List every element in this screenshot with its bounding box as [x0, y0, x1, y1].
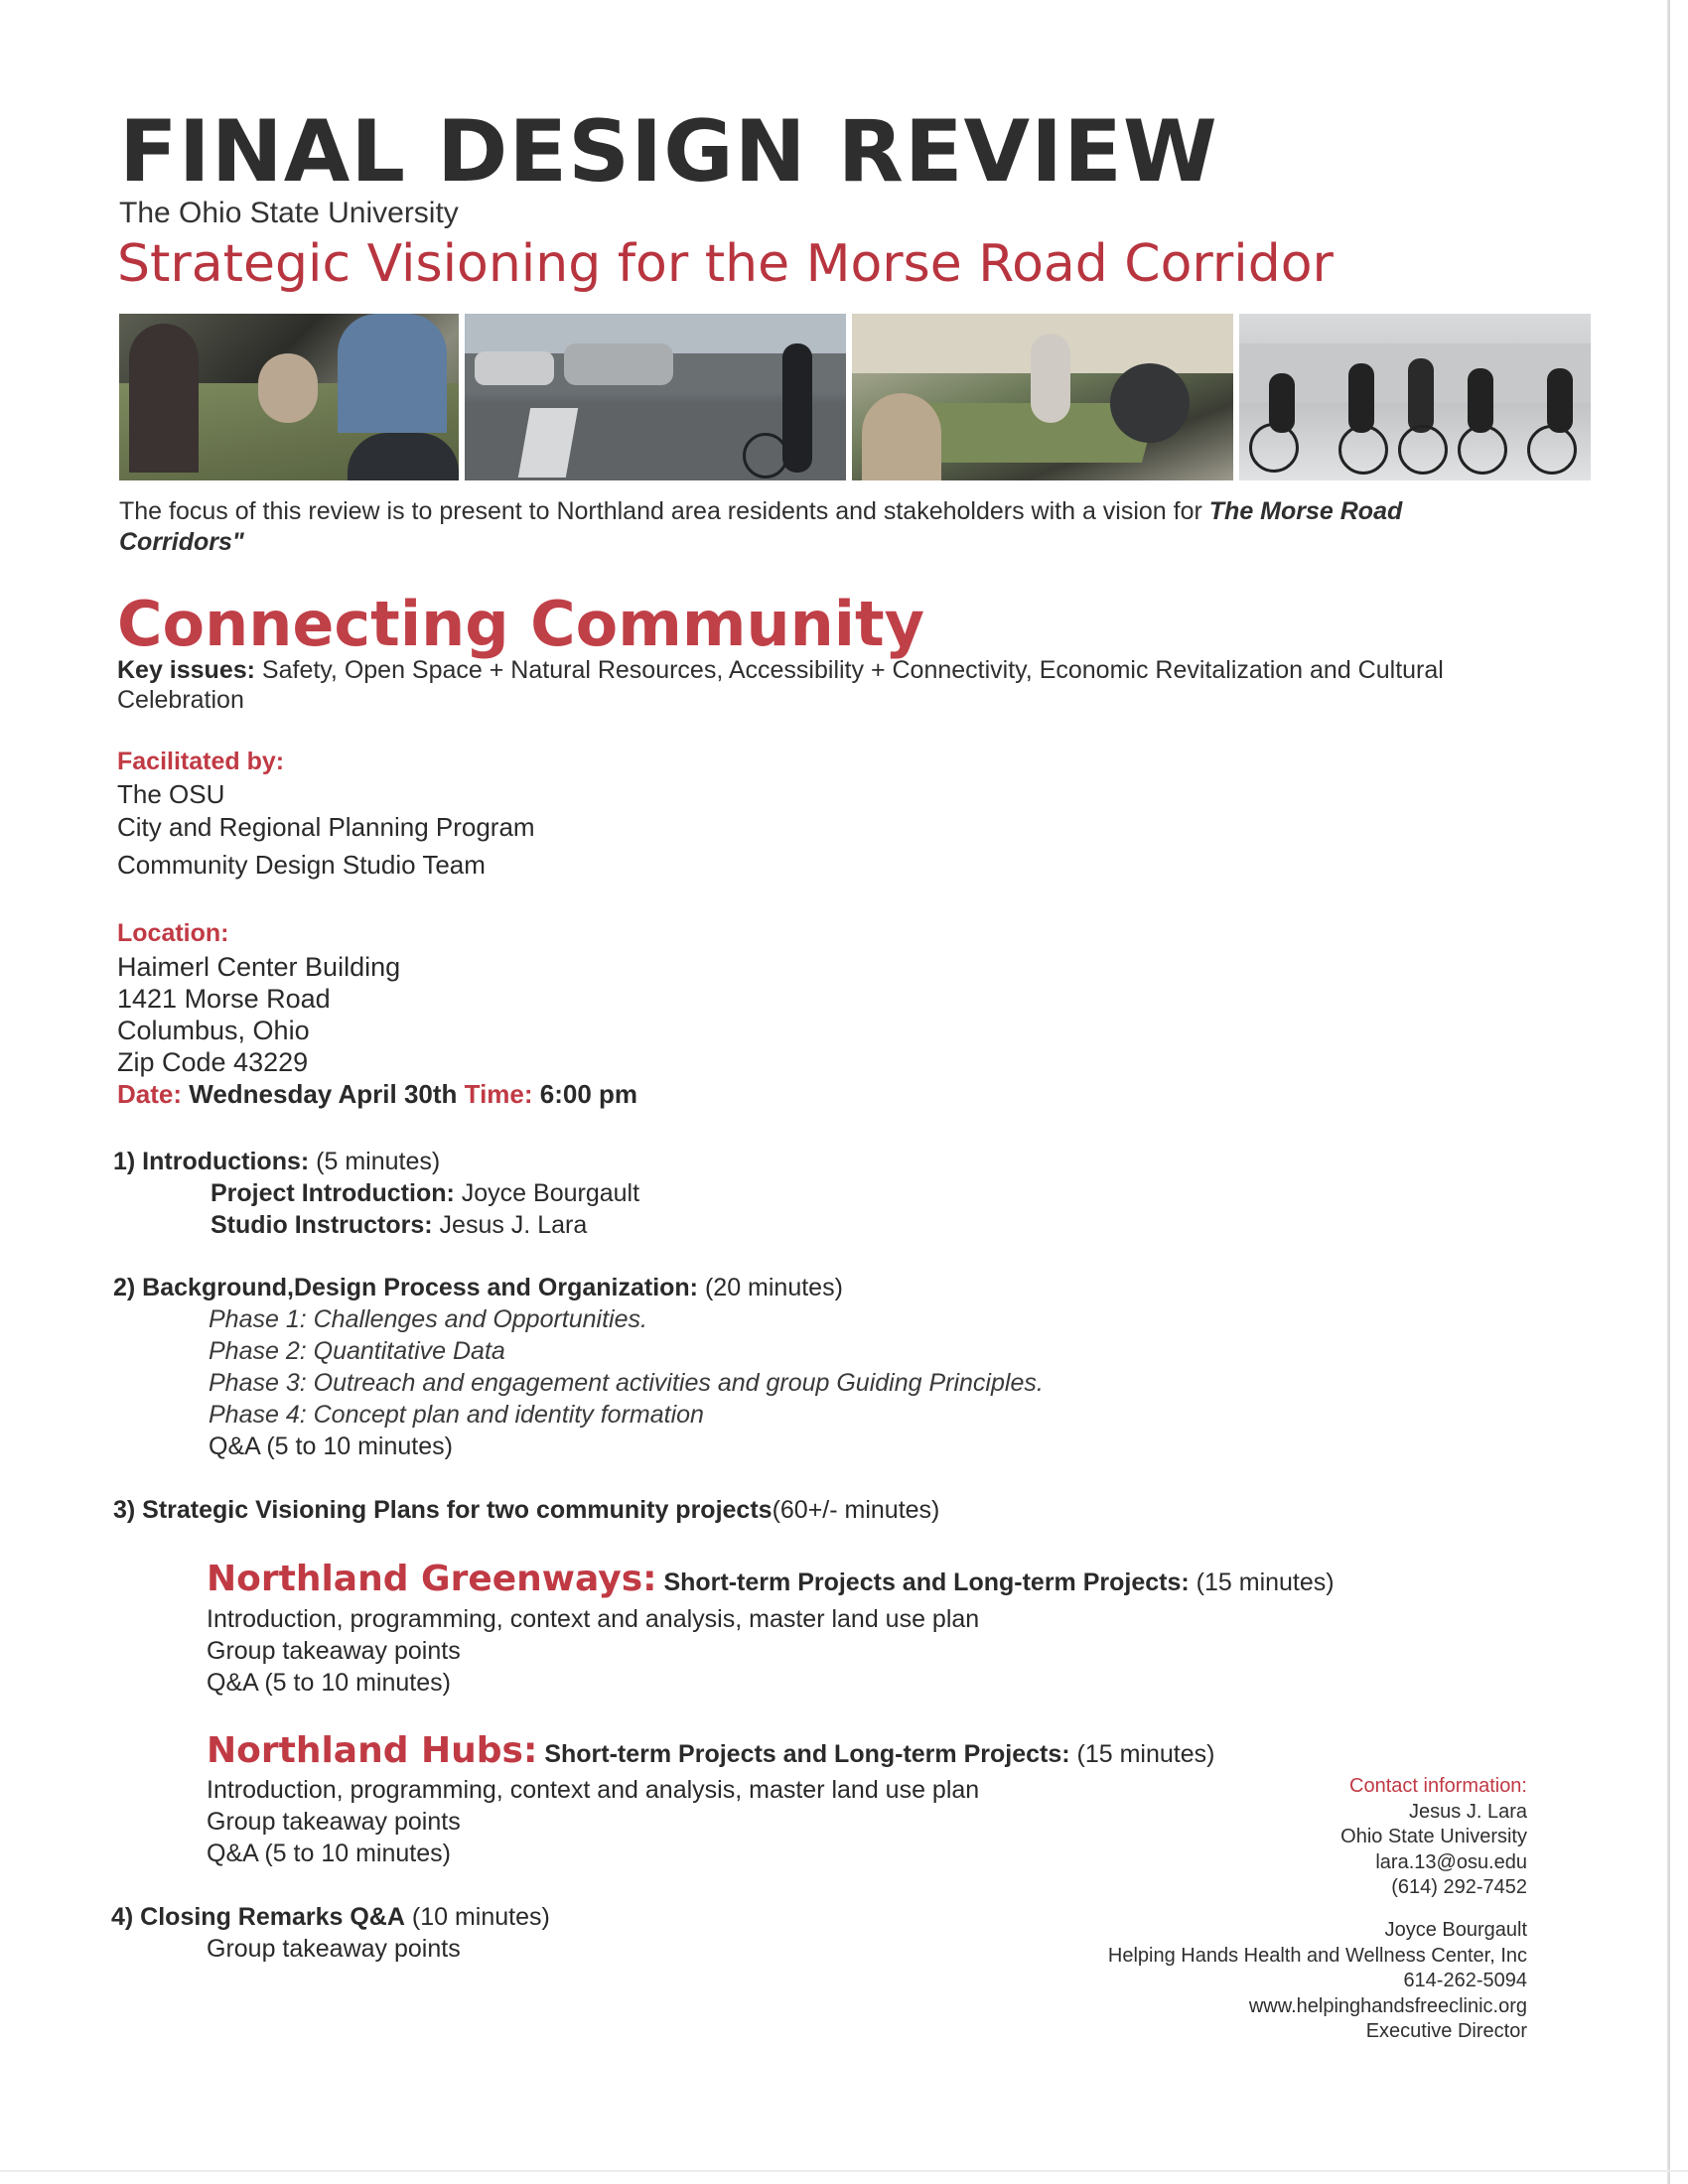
contact-line: Executive Director: [1365, 2020, 1527, 2042]
hubs-subheading: Short-term Projects and Long-term Projects:: [537, 1740, 1070, 1768]
closing-line: Group takeaway points: [207, 1935, 461, 1963]
contact-block-1: [1340, 1774, 1527, 1901]
agenda-item-duration: (10 minutes): [404, 1903, 550, 1931]
studio-workshop-photo: [119, 314, 459, 480]
contact-phone: (614) 292-7452: [1391, 1876, 1527, 1898]
university-name: The Ohio State University: [119, 197, 459, 229]
agenda-subitem: [211, 1211, 587, 1240]
hubs-line: Introduction, programming, context and analysis, master land use plan: [207, 1776, 980, 1804]
time-label: Time:: [464, 1079, 533, 1109]
agenda-item-2: [113, 1274, 843, 1302]
page-edge-shadow: [1667, 0, 1670, 2184]
key-issues-text: Safety, Open Space + Natural Resources, Accessibility + Connectivity, Economic Revitalization and Cultural Celebration: [117, 656, 1444, 714]
street-crosswalk-photo: [465, 314, 846, 480]
phase-line: Phase 1: Challenges and Opportunities.: [209, 1305, 647, 1333]
contact-line: Helping Hands Health and Wellness Center, Inc: [1107, 1944, 1527, 1967]
hubs-duration: (15 minutes): [1069, 1740, 1215, 1768]
location-line: Haimerl Center Building: [117, 952, 401, 982]
hubs-heading-row: [207, 1730, 1214, 1771]
agenda-subitem: [211, 1179, 639, 1208]
agenda-item-title: 4) Closing Remarks Q&A: [111, 1903, 405, 1931]
contact-line: Ohio State University: [1340, 1826, 1527, 1847]
facilitator-line: City and Regional Planning Program: [117, 812, 535, 842]
hubs-heading: Northland Hubs:: [207, 1730, 538, 1771]
qa-line: Q&A (5 to 10 minutes): [209, 1433, 453, 1460]
agenda-item-title: 3) Strategic Visioning Plans for two community projects: [113, 1496, 773, 1524]
section-heading: Connecting Community: [117, 588, 925, 660]
location-line: 1421 Morse Road: [117, 984, 331, 1014]
community-meeting-photo: [852, 314, 1233, 480]
greenways-duration: (15 minutes): [1189, 1569, 1335, 1596]
focus-statement: [119, 496, 1509, 558]
date-value: Wednesday April 30th: [189, 1079, 458, 1109]
agenda-item-title: 1) Introductions:: [113, 1148, 310, 1175]
key-issues: [117, 655, 1557, 715]
qa-line: Q&A (5 to 10 minutes): [207, 1669, 451, 1697]
contact-phone: 614-262-5094: [1403, 1970, 1527, 1991]
focus-text: The focus of this review is to present to Northland area residents and stakeholders with a vision for: [119, 497, 1209, 525]
page-subtitle: Strategic Visioning for the Morse Road Corridor: [117, 234, 1334, 294]
focus-emphasis: The Morse Road Corridors": [119, 497, 1403, 556]
agenda-item-duration: (20 minutes): [698, 1274, 843, 1301]
location-line: Columbus, Ohio: [117, 1016, 310, 1045]
greenways-heading-row: [207, 1559, 1335, 1599]
contact-line: Jesus J. Lara: [1409, 1800, 1527, 1823]
facilitated-label: Facilitated by:: [117, 748, 285, 775]
facilitator-line: The OSU: [117, 779, 225, 809]
subitem-label: Studio Instructors:: [211, 1211, 433, 1239]
phase-line: Phase 3: Outreach and engagement activities and group Guiding Principles.: [209, 1369, 1044, 1397]
facilitator-line: Community Design Studio Team: [117, 850, 486, 880]
agenda-item-duration: (5 minutes): [309, 1148, 441, 1175]
contact-email: lara.13@osu.edu: [1375, 1850, 1527, 1873]
phase-line: Phase 4: Concept plan and identity formation: [209, 1401, 704, 1429]
hubs-line: Group takeaway points: [207, 1808, 461, 1836]
contact-line: Joyce Bourgault: [1384, 1919, 1527, 1941]
agenda-item-title: 2) Background,Design Process and Organization:: [113, 1274, 699, 1301]
time-value: 6:00 pm: [539, 1079, 638, 1109]
photo-strip: [119, 314, 1591, 480]
subitem-value: Jesus J. Lara: [432, 1211, 588, 1239]
winter-cyclists-photo: [1239, 314, 1591, 480]
date-label: Date:: [117, 1079, 183, 1109]
agenda-item-1: [113, 1148, 440, 1176]
agenda-item-duration: (60+/- minutes): [772, 1496, 940, 1524]
location-label: Location:: [117, 919, 229, 947]
contact-block-2: [1108, 1918, 1527, 2045]
phase-line: Phase 2: Quantitative Data: [209, 1337, 505, 1365]
date-time-line: [117, 1079, 637, 1110]
page-bottom-edge: [0, 2170, 1688, 2172]
greenways-heading: Northland Greenways:: [207, 1559, 657, 1599]
page-title: FINAL DESIGN REVIEW: [119, 102, 1218, 202]
subitem-value: Joyce Bourgault: [454, 1179, 640, 1207]
qa-line: Q&A (5 to 10 minutes): [207, 1840, 451, 1867]
agenda-item-4: [111, 1903, 550, 1932]
greenways-line: Introduction, programming, context and analysis, master land use plan: [207, 1605, 980, 1633]
greenways-line: Group takeaway points: [207, 1637, 461, 1665]
agenda-item-3: [113, 1496, 939, 1525]
key-issues-label: Key issues:: [117, 656, 255, 684]
contact-website: www.helpinghandsfreeclinic.org: [1248, 1994, 1527, 2017]
subitem-label: Project Introduction:: [211, 1179, 455, 1207]
contact-label: Contact information:: [1349, 1775, 1527, 1797]
location-line: Zip Code 43229: [117, 1047, 309, 1077]
greenways-subheading: Short-term Projects and Long-term Projects:: [656, 1569, 1190, 1596]
